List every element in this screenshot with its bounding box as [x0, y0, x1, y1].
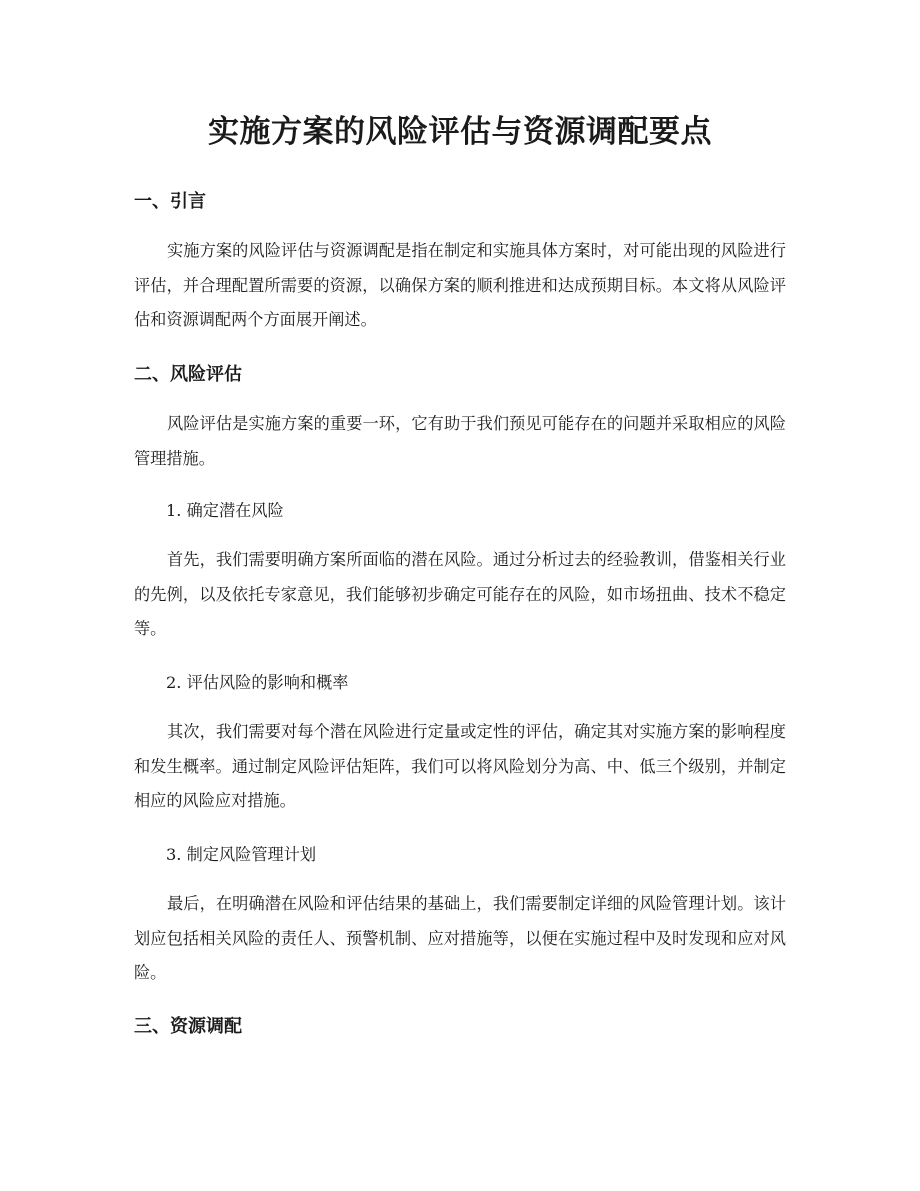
risk-management-plan-paragraph: 最后，在明确潜在风险和评估结果的基础上，我们需要制定详细的风险管理计划。该计划应包括相关风险的责任人、预警机制、应对措施等，以便在实施过程中及时发现和应对风险。 [134, 894, 786, 982]
page-title: 实施方案的风险评估与资源调配要点 [208, 114, 712, 150]
assess-impact-probability-paragraph: 其次，我们需要对每个潜在风险进行定量或定性的评估，确定其对实施方案的影响程度和发生概率。通过制定风险评估矩阵，我们可以将风险划分为高、中、低三个级别，并制定相应的风险应对措施。 [134, 722, 786, 810]
subheading-assess-impact-probability: 2. 评估风险的影响和概率 [166, 673, 349, 692]
section-heading-resource-allocation: 三、资源调配 [134, 1016, 242, 1037]
section-heading-introduction: 一、引言 [134, 191, 206, 212]
subheading-risk-management-plan: 3. 制定风险管理计划 [166, 845, 317, 864]
section-heading-risk-assessment: 二、风险评估 [134, 364, 242, 385]
subheading-identify-risks: 1. 确定潜在风险 [166, 501, 284, 520]
identify-risks-paragraph: 首先，我们需要明确方案所面临的潜在风险。通过分析过去的经验教训，借鉴相关行业的先例，以及依托专家意见，我们能够初步确定可能存在的风险，如市场扭曲、技术不稳定等。 [134, 550, 786, 638]
risk-assessment-intro-paragraph: 风险评估是实施方案的重要一环，它有助于我们预见可能存在的问题并采取相应的风险管理措施。 [134, 414, 786, 468]
introduction-paragraph: 实施方案的风险评估与资源调配是指在制定和实施具体方案时，对可能出现的风险进行评估，并合理配置所需要的资源，以确保方案的顺利推进和达成预期目标。本文将从风险评估和资源调配两个方面展开阐述。 [134, 241, 786, 329]
